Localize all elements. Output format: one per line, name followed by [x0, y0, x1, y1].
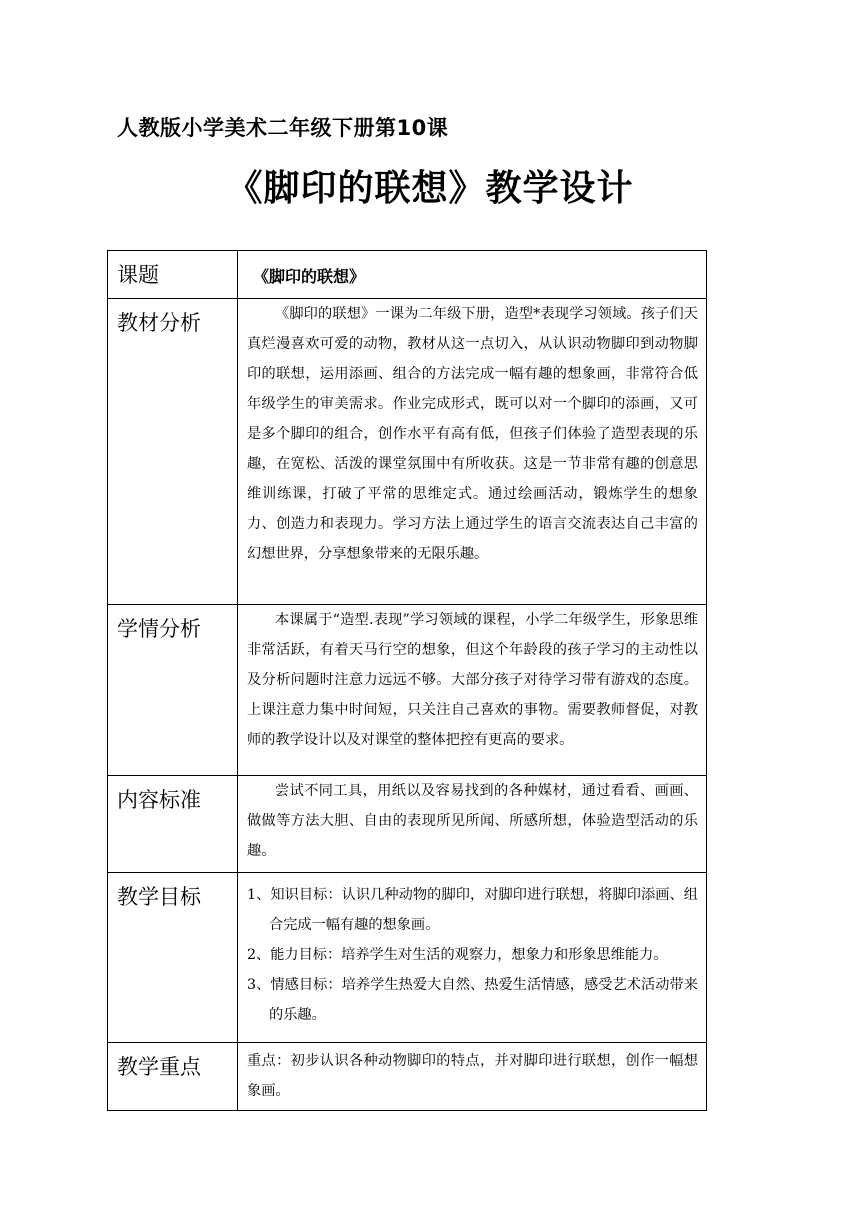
table-row-topic	[108, 251, 707, 299]
lesson-plan-table	[107, 250, 707, 1111]
material-analysis-text: 《脚印的联想》一课为二年级下册，造型*表现学习领域。孩子们天真烂漫喜欢可爱的动物，教材从这一点切入，从认识动物脚印到动物脚印的联想，运用添画、组合的方法完成一幅有趣的想象画，非常符合低年级学生的审美需求。作业完成形式，既可以对一个脚印的添画，又可是多个脚印的组合，创作水平有高有低，但孩子们体验了造型表现的乐趣，在宽松、活泼的课堂氛围中有所收获。这是一节非常有趣的创意思维训练课，打破了平常的思维定式。通过绘画活动，锻炼学生的想象力、创造力和表现力。学习方法上通过学生的语言交流表达自己丰富的幻想世界，分享想象带来的无限乐趣。	[247, 306, 698, 562]
row-content-objectives	[238, 873, 707, 1043]
objective-item: 2、能力目标：培养学生对生活的观察力，想象力和形象思维能力。	[247, 947, 668, 963]
learner-analysis-text: 本课属于“造型.表现”学习领域的课程，小学二年级学生，形象思维非常活跃，有着天马行空的想象，但这个年龄段的孩子学习的主动性以及分析问题时注意力远远不够。大部分孩子对待学习带有游戏的态度。上课注意力集中时间短，只关注自己喜欢的事物。需要教师督促，对教师的教学设计以及对课堂的整体把控有更高的要求。	[247, 612, 698, 748]
table-row-learner-analysis	[108, 605, 707, 776]
row-content-key-points	[238, 1043, 707, 1111]
row-content-learner-analysis	[238, 605, 707, 776]
key-points-text: 重点：初步认识各种动物脚印的特点，并对脚印进行联想，创作一幅想象画。	[247, 1053, 698, 1099]
row-content-content-standard	[238, 776, 707, 873]
table-row-key-points	[108, 1043, 707, 1111]
table-row-content-standard	[108, 776, 707, 873]
row-label-topic: 课题	[108, 251, 238, 299]
objective-item: 1、知识目标：认识几种动物的脚印，对脚印进行联想，将脚印添画、组合完成一幅有趣的想象画。	[247, 887, 698, 933]
row-label-key-points: 教学重点	[108, 1043, 238, 1111]
table-row-objectives	[108, 873, 707, 1043]
row-label-material-analysis: 教材分析	[108, 299, 238, 605]
content-standard-text: 尝试不同工具，用纸以及容易找到的各种媒材，通过看看、画画、做做等方法大胆、自由的表现所见所闻、所感所想，体验造型活动的乐趣。	[247, 783, 698, 859]
row-label-learner-analysis: 学情分析	[108, 605, 238, 776]
row-label-content-standard: 内容标准	[108, 776, 238, 873]
table-row-material-analysis	[108, 299, 707, 605]
objective-item: 3、情感目标：培养学生热爱大自然、热爱生活情感，感受艺术活动带来的乐趣。	[247, 977, 698, 1023]
row-label-objectives: 教学目标	[108, 873, 238, 1043]
lesson-name: 《脚印的联想》	[253, 267, 366, 286]
row-content-material-analysis	[238, 299, 707, 605]
document-title: 《脚印的联想》教学设计	[226, 168, 634, 209]
document-subtitle: 人教版小学美术二年级下册第10课	[117, 116, 449, 140]
row-content-topic	[238, 251, 707, 299]
